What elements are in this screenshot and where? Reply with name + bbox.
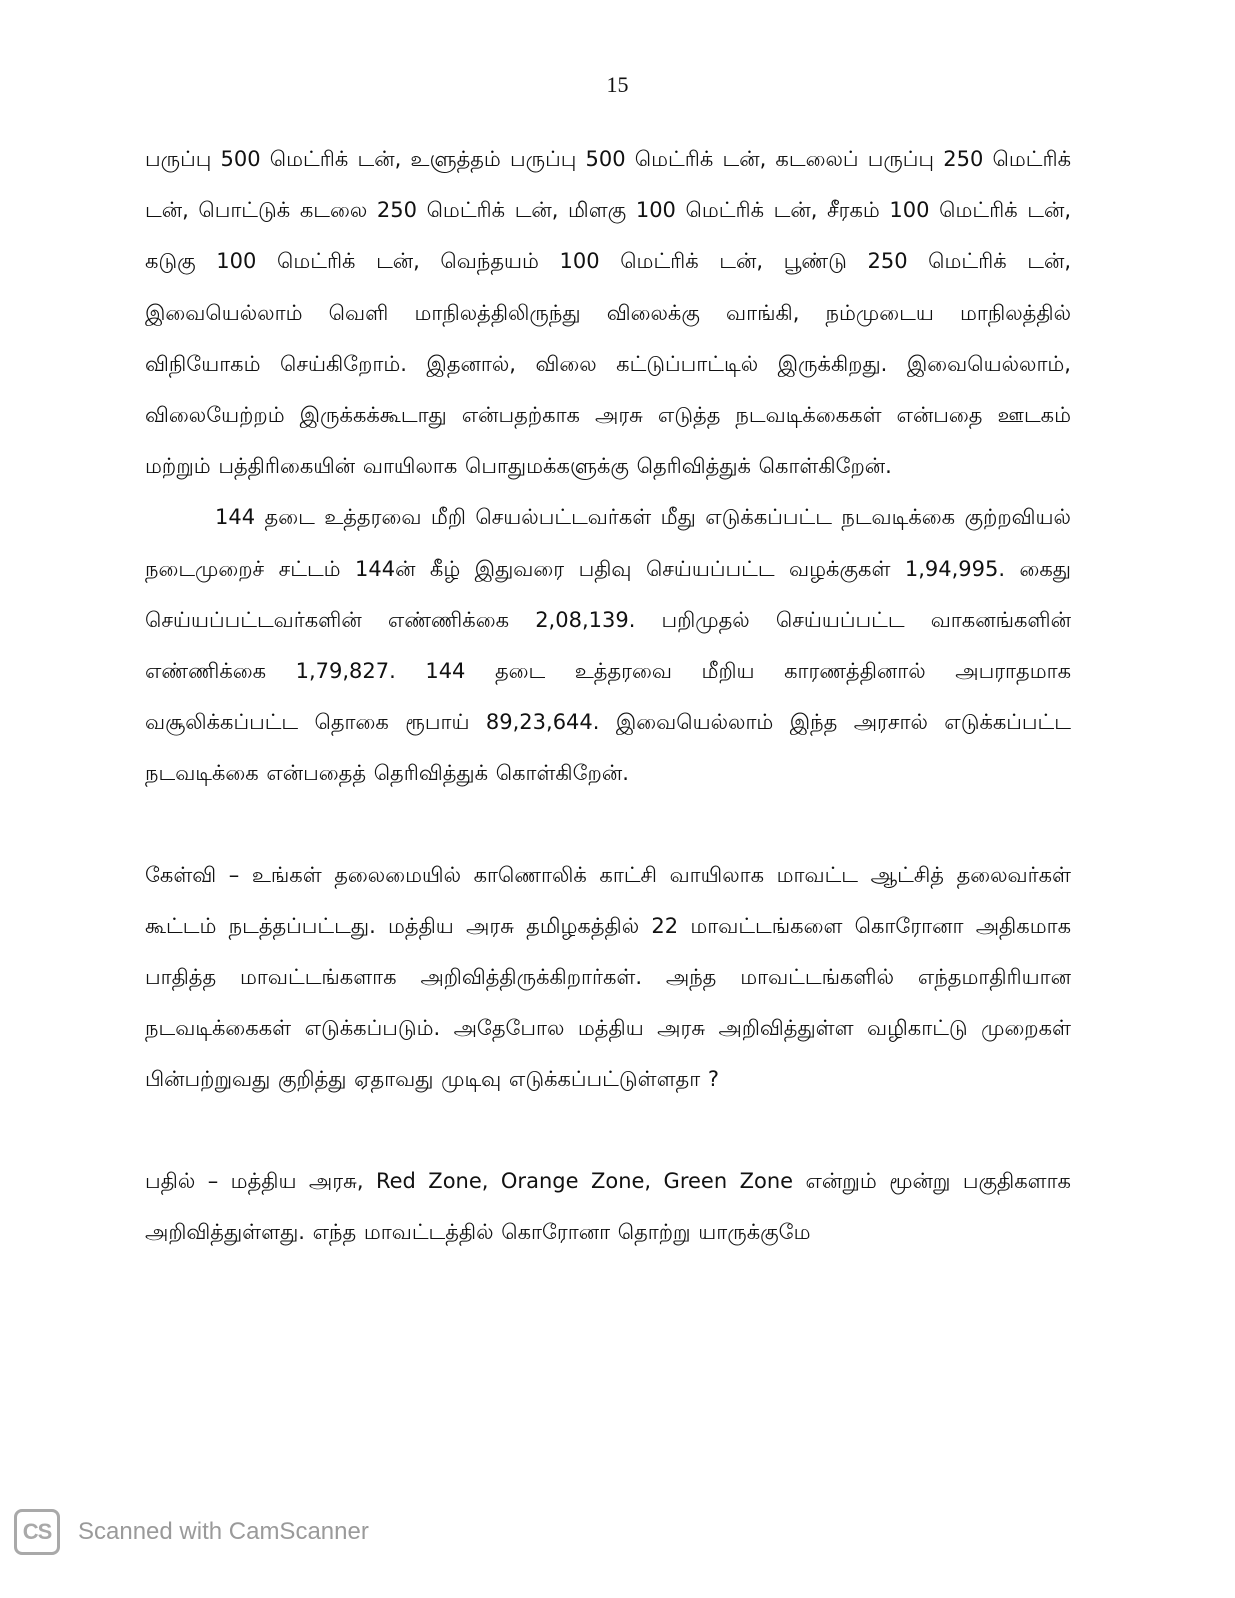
paragraph-answer: பதில் – மத்திய அரசு, Red Zone, Orange Zone, Green Zone என்றும் மூன்று பகுதிகளாக அறிவித்துள்ளது. எந்த மாவட்டத்தில் கொரோனா தொற்று யாருக்குமே <box>145 1168 1071 1244</box>
scanner-watermark-text: Scanned with CamScanner <box>78 1518 369 1545</box>
paragraph-enforcement-stats: 144 தடை உத்தரவை மீறி செயல்பட்டவர்கள் மீது எடுக்கப்பட்ட நடவடிக்கை குற்றவியல் நடைமுறைச் சட்டம் 144ன் கீழ் இதுவரை பதிவு செய்யப்பட்ட வழக்குகள் 1,94,995. கைது செய்யப்பட்டவர்களின் எண்ணிக்கை 2,08,139. பறிமுதல் செய்யப்பட்ட வாகனங்களின் எண்ணிக்கை 1,79,827. 144 தடை உத்தரவை மீறிய காரணத்தினால் அபராதமாக வசூலிக்கப்பட்ட தொகை ரூபாய் 89,23,644. இவையெல்லாம் இந்த அரசால் எடுக்கப்பட்ட நடவடிக்கை என்பதைத் தெரிவித்துக் கொள்கிறேன். <box>145 505 1071 786</box>
paragraph-procurement: பருப்பு 500 மெட்ரிக் டன், உளுத்தம் பருப்பு 500 மெட்ரிக் டன், கடலைப் பருப்பு 250 மெட்ரிக் டன், பொட்டுக் கடலை 250 மெட்ரிக் டன், மிளகு 100 மெட்ரிக் டன், சீரகம் 100 மெட்ரிக் டன், கடுகு 100 மெட்ரிக் டன், வெந்தயம் 100 மெட்ரிக் டன், பூண்டு 250 மெட்ரிக் டன், இவையெல்லாம் வெளி மாநிலத்திலிருந்து விலைக்கு வாங்கி, நம்முடைய மாநிலத்தில் விநியோகம் செய்கிறோம். இதனால், விலை கட்டுப்பாட்டில் இருக்கிறது. இவையெல்லாம், விலையேற்றம் இருக்கக்கூடாது என்பதற்காக அரசு எடுத்த நடவடிக்கைகள் என்பதை ஊடகம் மற்றும் பத்திரிகையின் வாயிலாக பொதுமக்களுக்கு தெரிவித்துக் கொள்கிறேன். <box>145 147 1071 479</box>
page-number: 15 <box>606 72 629 97</box>
scanner-watermark <box>14 1504 369 1560</box>
document-body <box>145 134 1071 1258</box>
camscanner-logo-icon: CS <box>14 1509 60 1555</box>
paragraph-question: கேள்வி – உங்கள் தலைமையில் காணொலிக் காட்சி வாயிலாக மாவட்ட ஆட்சித் தலைவர்கள் கூட்டம் நடத்தப்பட்டது. மத்திய அரசு தமிழகத்தில் 22 மாவட்டங்களை கொரோனா அதிகமாக பாதித்த மாவட்டங்களாக அறிவித்திருக்கிறார்கள். அந்த மாவட்டங்களில் எந்தமாதிரியான நடவடிக்கைகள் எடுக்கப்படும். அதேபோல மத்திய அரசு அறிவித்துள்ள வழிகாட்டு முறைகள் பின்பற்றுவது குறித்து ஏதாவது முடிவு எடுக்கப்பட்டுள்ளதா ? <box>145 862 1071 1092</box>
